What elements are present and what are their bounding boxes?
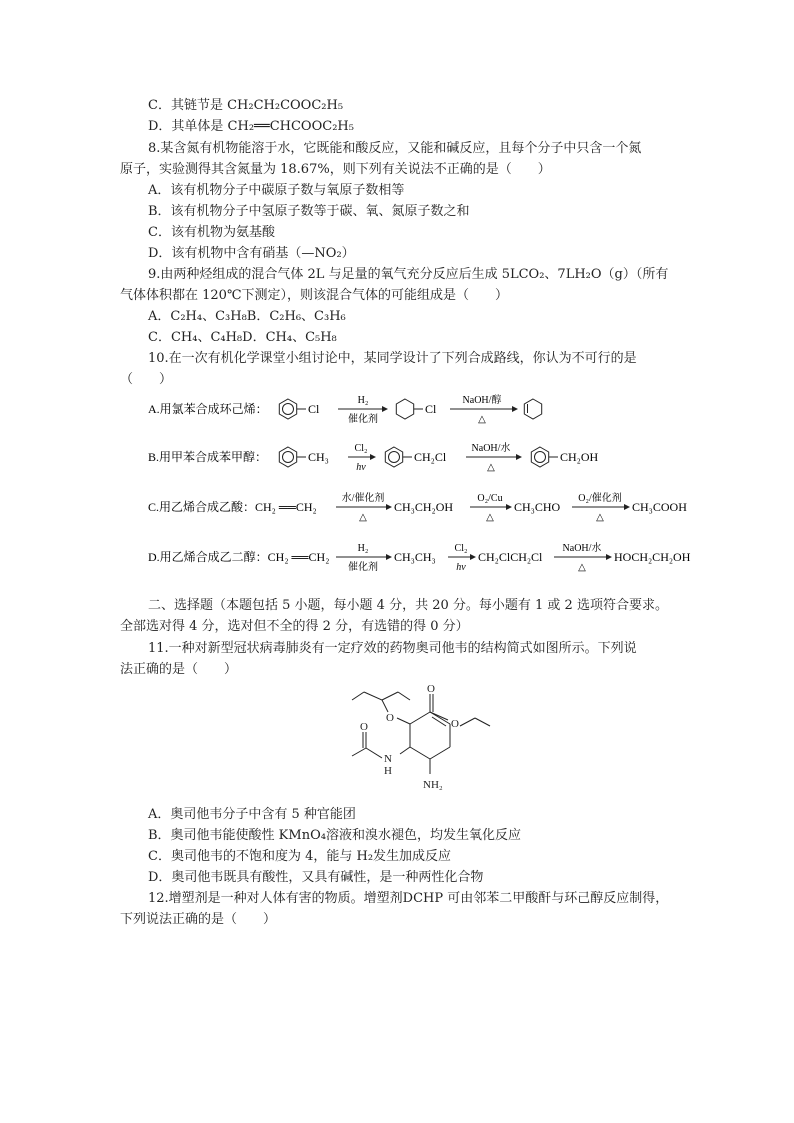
q7-option-c: C．其链节是 CH₂CH₂COOC₂H₅ [148, 98, 344, 113]
route-c-product-2: CH₃CHO [514, 500, 561, 514]
route-d-cond2-bottom: hν [456, 562, 466, 573]
benzene-ring-icon [279, 447, 296, 467]
reaction-arrow-2 [470, 493, 512, 523]
q11-option-d: D．奥司他韦既具有酸性，又具有碱性，是一种两性化合物 [148, 870, 484, 885]
q8-option-a: A．该有机物分子中碳原子数与氧原子数相等 [148, 183, 405, 198]
route-d-label: D.用乙烯合成乙二醇：CH₂ ══CH₂ [148, 550, 330, 564]
route-d-cond1-top: H₂ [357, 543, 369, 554]
reaction-arrow-2 [450, 393, 518, 425]
cyclohexane-ring-icon [396, 399, 413, 419]
route-a-cond2-top: NaOH/醇 [462, 395, 502, 406]
route-a-label: A.用氯苯合成环己烯： [148, 402, 268, 416]
reaction-arrow-2 [466, 441, 522, 473]
route-b [148, 440, 618, 474]
section-2-heading-cont: 全部选对得 4 分，选对但不全的得 2 分，有选错的得 0 分） [120, 619, 469, 634]
route-d-cond3-top: NaOH/水 [562, 543, 602, 554]
q12-stem: 12.增塑剂是一种对人体有害的物质。增塑剂DCHP 可由邻苯二甲酸酐与环己醇反应制得， [148, 891, 669, 906]
benzene-ring-icon [385, 447, 402, 467]
route-a-cond1-top: H₂ [357, 395, 369, 406]
structure-o-ether: O [386, 712, 394, 724]
q11-option-b: B．奥司他韦能使酸性 KMnO₄溶液和溴水褪色，均发生氧化反应 [148, 828, 521, 843]
q8-option-d: D．该有机物中含有硝基（—NO₂） [148, 246, 355, 261]
route-d-cond3-bottom: △ [578, 562, 586, 573]
route-b-cond1-bottom: hν [356, 462, 366, 473]
route-b-ch2oh: CH₂OH [560, 450, 599, 464]
benzene-ring-icon [279, 399, 296, 419]
reaction-arrow-3 [554, 541, 612, 573]
reaction-arrow-3 [572, 491, 630, 523]
route-a-cond2-bottom: △ [478, 414, 486, 425]
route-d-product-3: HOCH₂CH₂OH [614, 550, 691, 564]
route-b-cond1-top: Cl₂ [354, 443, 368, 454]
route-c-cond1-bottom: △ [359, 512, 367, 523]
route-d-product-1: CH₃CH₃ [394, 550, 436, 564]
cyclohexene-ring-icon [524, 399, 541, 419]
q8-option-b: B．该有机物分子中氢原子数等于碳、氧、氮原子数之和 [148, 204, 470, 219]
route-c-product-1: CH₃CH₂OH [394, 500, 454, 514]
route-a-cl: Cl [308, 402, 320, 416]
structure-o-carbonyl: O [427, 683, 435, 695]
reaction-arrow-1 [336, 543, 392, 573]
route-d-cond2-top: Cl₂ [454, 543, 468, 554]
q9-options-cd: C．CH₄、C₄H₈D．CH₄、C₅H₈ [148, 330, 337, 345]
route-c-product-3: CH₃COOH [632, 500, 687, 514]
route-b-ch3: CH₃ [308, 450, 329, 464]
route-c [148, 490, 718, 524]
q11-stem-cont: 法正确的是（ ） [120, 662, 238, 677]
route-b-cond2-bottom: △ [487, 462, 495, 473]
route-b-cond2-top: NaOH/水 [471, 443, 511, 454]
route-c-cond3-bottom: △ [596, 512, 604, 523]
structure-o-ester: O [451, 718, 459, 730]
structure-h: H [384, 765, 392, 777]
route-c-cond3-top: O₂/催化剂 [578, 493, 622, 504]
q9-stem: 9.由两种烃组成的混合气体 2L 与足量的氧气充分反应后生成 5LCO₂、7LH₂O（g）（所有 [148, 267, 669, 282]
reaction-arrow-1 [336, 491, 392, 523]
q8-stem: 8.某含氮有机物能溶于水，它既能和酸反应，又能和碱反应，且每个分子中只含一个氮 [148, 141, 642, 156]
route-c-cond1-top: 水/催化剂 [341, 493, 385, 504]
q11-option-c: C．奥司他韦的不饱和度为 4，能与 H₂发生加成反应 [148, 849, 452, 864]
q10-stem: 10.在一次有机化学课堂小组讨论中，某同学设计了下列合成路线，你认为不可行的是 [148, 351, 637, 366]
q11-stem: 11.一种对新型冠状病毒肺炎有一定疗效的药物奥司他韦的结构简式如图所示。下列说 [148, 641, 637, 656]
reaction-arrow-1 [338, 395, 388, 425]
route-b-label: B.用甲苯合成苯甲醇： [148, 450, 268, 464]
route-a [148, 392, 608, 426]
benzene-ring-icon [531, 447, 548, 467]
route-b-ch2cl: CH₂Cl [414, 450, 447, 464]
route-a-cl-2: Cl [425, 402, 437, 416]
structure-o-amide: O [360, 721, 368, 733]
oseltamivir-structure [320, 682, 510, 798]
q12-stem-cont: 下列说法正确的是（ ） [120, 912, 277, 927]
reaction-arrow-1 [348, 443, 376, 473]
route-d-product-2: CH₂ClCH₂Cl [478, 550, 543, 564]
q9-options-ab: A．C₂H₄、C₃H₈B．C₂H₆、C₃H₆ [148, 309, 346, 324]
route-d-cond1-bottom: 催化剂 [348, 562, 378, 573]
reaction-arrow-2 [448, 543, 476, 573]
route-c-cond2-top: O₂/Cu [477, 493, 503, 504]
route-d [148, 540, 718, 574]
q9-stem-cont: 气体体积都在 120℃下测定），则该混合气体的可能组成是（ ） [120, 288, 508, 303]
structure-n: N [384, 753, 392, 765]
q8-stem-cont: 原子，实验测得其含氮量为 18.67%，则下列有关说法不正确的是（ ） [120, 162, 551, 177]
structure-nh2: NH₂ [423, 779, 443, 791]
q8-option-c: C．该有机物为氨基酸 [148, 225, 275, 240]
q10-stem-cont: （ ） [120, 372, 173, 387]
section-2-heading: 二、选择题（本题包括 5 小题，每小题 4 分，共 20 分。每小题有 1 或 2 选项符合要求。 [148, 598, 668, 613]
route-c-cond2-bottom: △ [486, 512, 494, 523]
q11-option-a: A．奥司他韦分子中含有 5 种官能团 [148, 807, 356, 822]
route-c-label: C.用乙烯合成乙酸：CH₂ ══CH₂ [148, 500, 317, 514]
q7-option-d: D．其单体是 CH₂══CHCOOC₂H₅ [148, 119, 354, 134]
route-a-cond1-bottom: 催化剂 [348, 414, 378, 425]
